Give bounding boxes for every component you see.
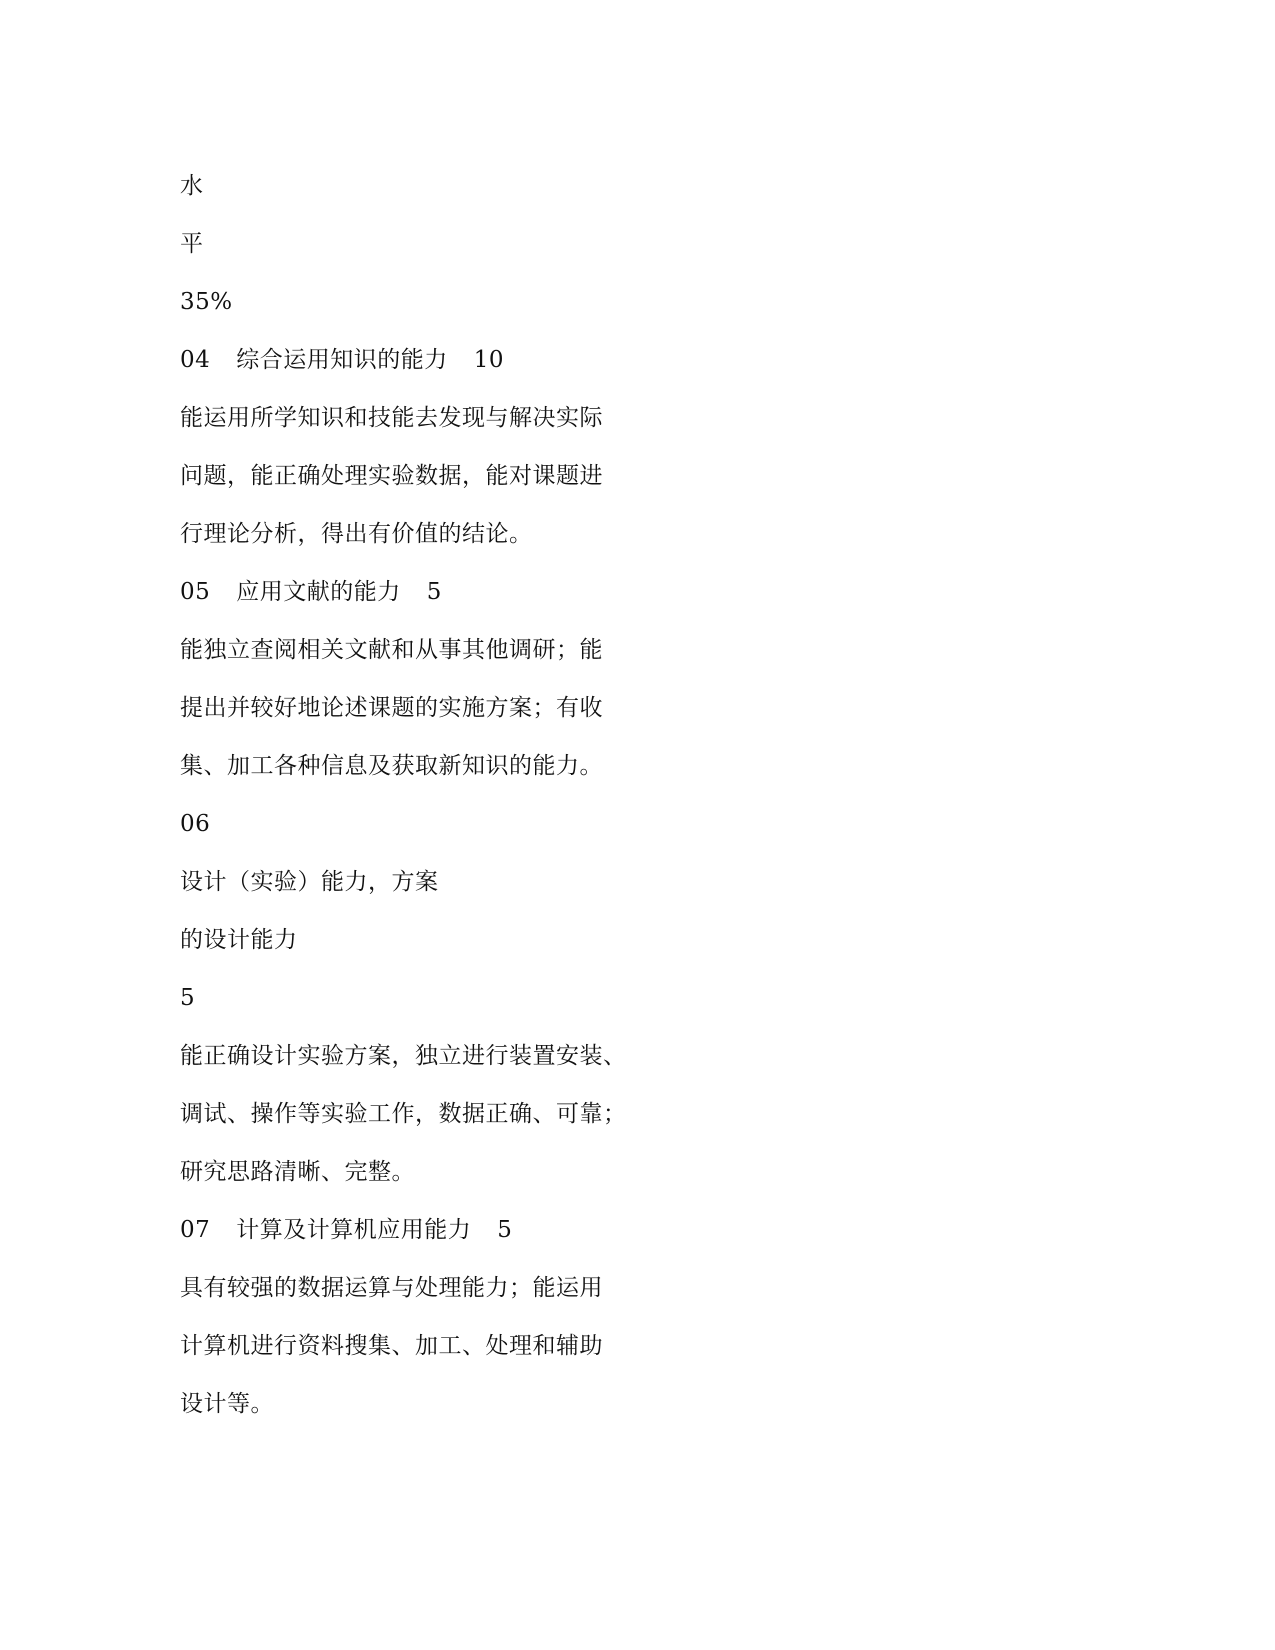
text-line [180, 1036, 820, 1094]
text-line [180, 688, 820, 746]
text-segment: 5 [426, 579, 442, 605]
text-line [180, 1152, 820, 1210]
text-line [180, 630, 820, 688]
text-line [180, 456, 820, 514]
text-line [180, 282, 820, 340]
text-line [180, 1210, 820, 1268]
text-line [180, 224, 820, 282]
text-line [180, 514, 820, 572]
text-segment: 能运用所学知识和技能去发现与解决实际 [180, 405, 603, 431]
text-segment: 应用文献的能力 [236, 579, 401, 605]
text-segment: 06 [180, 811, 211, 837]
text-segment: 计算机进行资料搜集、加工、处理和辅助 [180, 1333, 603, 1359]
text-segment: 设计（实验）能力，方案 [180, 869, 439, 895]
text-segment: 能正确设计实验方案，独立进行装置安装、 [180, 1043, 627, 1069]
text-line [180, 572, 820, 630]
text-line [180, 1384, 820, 1442]
text-segment: 能独立查阅相关文献和从事其他调研；能 [180, 637, 603, 663]
text-segment: 行理论分析，得出有价值的结论。 [180, 521, 533, 547]
text-line [180, 1326, 820, 1384]
text-line [180, 340, 820, 398]
text-segment: 调试、操作等实验工作，数据正确、可靠； [180, 1101, 627, 1127]
text-line [180, 1094, 820, 1152]
text-line [180, 1268, 820, 1326]
text-line [180, 920, 820, 978]
text-segment: 35% [180, 289, 233, 315]
text-segment: 5 [180, 985, 196, 1011]
text-segment: 05 [180, 579, 211, 605]
text-segment: 04 [180, 347, 211, 373]
text-segment: 07 [180, 1217, 211, 1243]
text-segment: 水 [180, 173, 204, 199]
text-segment: 设计等。 [180, 1391, 274, 1417]
text-line [180, 862, 820, 920]
text-segment: 计算及计算机应用能力 [236, 1217, 472, 1243]
document-body [180, 166, 820, 1442]
text-line [180, 166, 820, 224]
text-line [180, 746, 820, 804]
text-line [180, 398, 820, 456]
text-line [180, 978, 820, 1036]
text-segment: 的设计能力 [180, 927, 298, 953]
text-segment: 5 [497, 1217, 513, 1243]
text-segment: 平 [180, 231, 204, 257]
text-segment: 研究思路清晰、完整。 [180, 1159, 415, 1185]
text-line [180, 804, 820, 862]
text-segment: 10 [473, 347, 505, 373]
text-segment: 具有较强的数据运算与处理能力；能运用 [180, 1275, 603, 1301]
text-segment: 提出并较好地论述课题的实施方案；有收 [180, 695, 603, 721]
text-segment: 问题，能正确处理实验数据，能对课题进 [180, 463, 603, 489]
text-segment: 集、加工各种信息及获取新知识的能力。 [180, 753, 603, 779]
text-segment: 综合运用知识的能力 [236, 347, 448, 373]
